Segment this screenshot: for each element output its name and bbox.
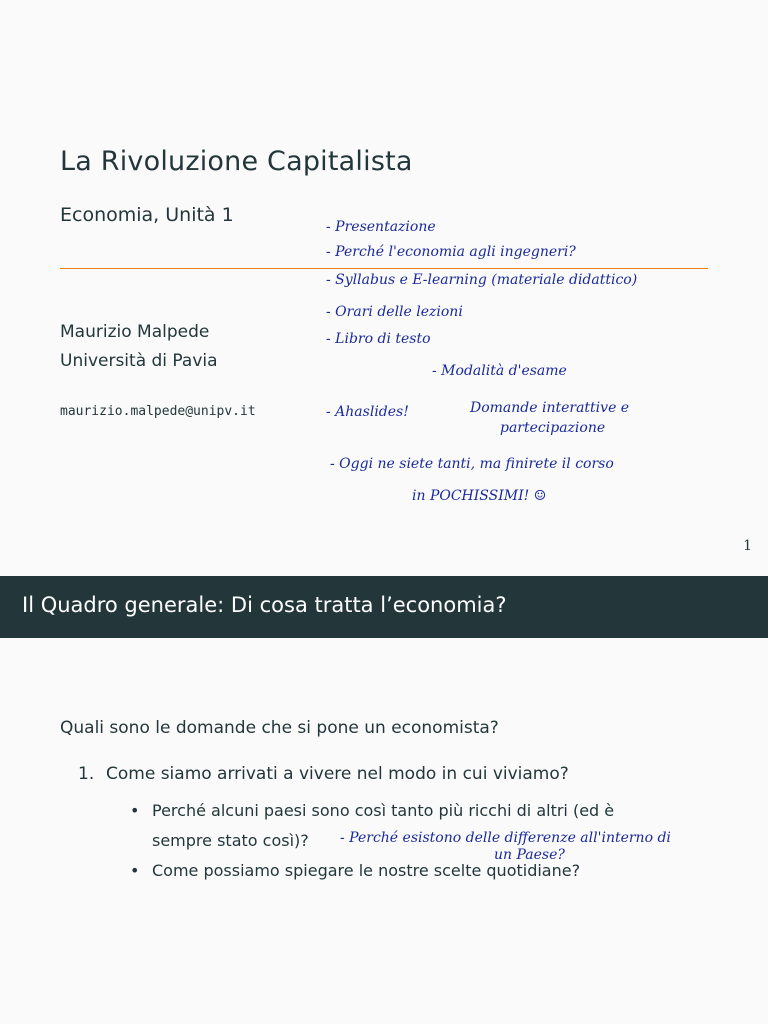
slide-title: La Rivoluzione Capitalista <box>60 146 413 177</box>
bullet-icon: • <box>130 801 140 820</box>
intro-text: Quali sono le domande che si pone un economista? <box>60 718 499 738</box>
handwritten-note: - Perché esistono delle differenze all'interno di <box>340 830 671 846</box>
slide-subtitle: Economia, Unità 1 <box>60 204 234 226</box>
institution-name: Università di Pavia <box>60 351 218 371</box>
handwritten-note: partecipazione <box>500 420 606 436</box>
numbered-item <box>78 764 569 784</box>
page-number: 1 <box>743 538 752 554</box>
bullet-text-line2: sempre stato così)? <box>152 831 309 850</box>
bullet-icon: • <box>130 861 140 880</box>
content-slide <box>0 576 768 1024</box>
item-number: 1. <box>78 764 95 784</box>
handwritten-note: Domande interattive e <box>470 400 630 416</box>
handwritten-note: - Ahaslides! <box>326 404 409 420</box>
bullet-item <box>130 856 580 886</box>
handwritten-note: - Orari delle lezioni <box>326 304 463 320</box>
frame-title: Il Quadro generale: Di cosa tratta l’economia? <box>22 593 507 617</box>
handwritten-note: - Modalità d'esame <box>432 363 567 379</box>
handwritten-note: in POCHISSIMI! ☺ <box>412 488 547 504</box>
handwritten-note: un Paese? <box>494 847 565 863</box>
handwritten-note: - Perché l'economia agli ingegneri? <box>326 244 576 260</box>
bullet-text: Come possiamo spiegare le nostre scelte quotidiane? <box>152 861 581 880</box>
handwritten-note: - Libro di testo <box>326 331 431 347</box>
handwritten-note: - Oggi ne siete tanti, ma finirete il corso <box>330 456 614 472</box>
handwritten-note: - Syllabus e E-learning (materiale didattico) <box>326 272 638 288</box>
frame-header <box>0 576 768 638</box>
author-name: Maurizio Malpede <box>60 322 210 342</box>
bullet-text-line1: Perché alcuni paesi sono così tanto più ricchi di altri (ed è <box>152 801 615 820</box>
handwritten-note: - Presentazione <box>326 219 436 235</box>
title-divider <box>60 268 708 269</box>
item-text: Come siamo arrivati a vivere nel modo in cui viviamo? <box>106 764 569 784</box>
bullet-item <box>130 796 614 856</box>
author-email: maurizio.malpede@unipv.it <box>60 404 256 419</box>
